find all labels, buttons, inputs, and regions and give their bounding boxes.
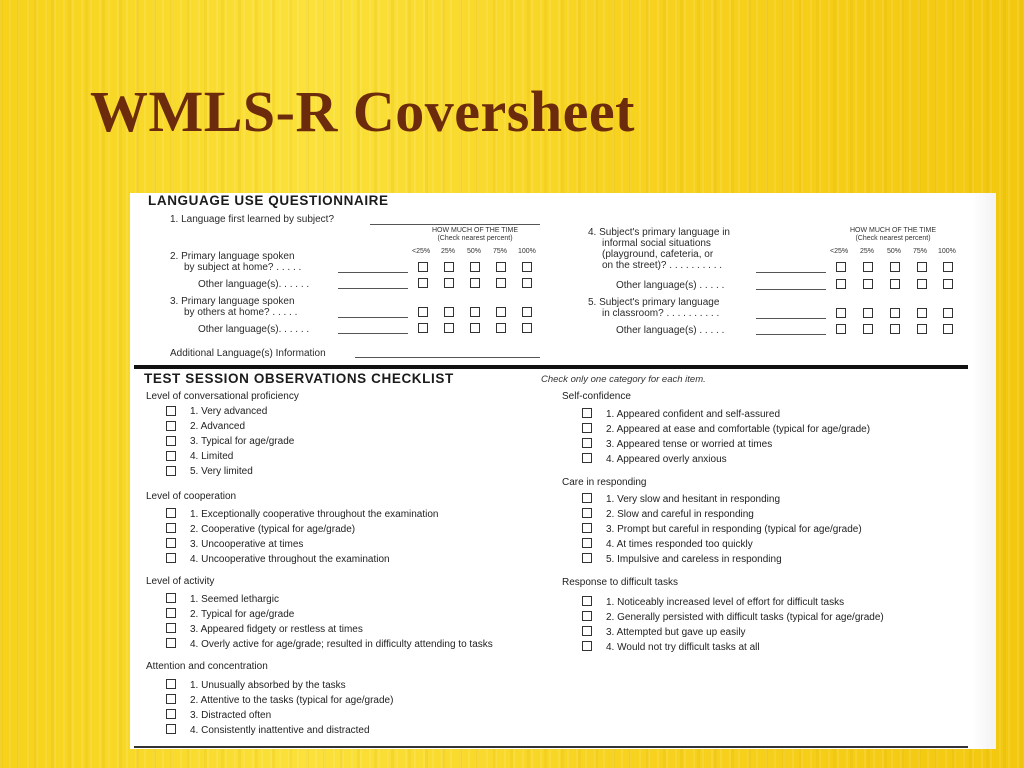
q4-check-75[interactable]	[917, 262, 927, 272]
confidence-check-2[interactable]	[582, 423, 592, 433]
q5-other-check-75[interactable]	[917, 324, 927, 334]
proficiency-check-3[interactable]	[166, 436, 176, 446]
activity-option-3: 3. Appeared fidgety or restless at times	[190, 624, 363, 635]
q4-other-check-25[interactable]	[863, 279, 873, 289]
activity-check-4[interactable]	[166, 638, 176, 648]
difficult-check-1[interactable]	[582, 596, 592, 606]
q3-check-100[interactable]	[522, 307, 532, 317]
q3-label: 3. Primary language spoken by others at home? . . . . .	[170, 296, 298, 318]
q5-label: 5. Subject's primary language in classroom? . . . . . . . . . .	[588, 297, 720, 319]
additional-language-label: Additional Language(s) Information	[170, 348, 326, 359]
attention-option-1: 1. Unusually absorbed by the tasks	[190, 680, 346, 691]
q2-check-75[interactable]	[496, 262, 506, 272]
slide-title: WMLS-R Coversheet	[90, 79, 635, 144]
proficiency-option-3: 3. Typical for age/grade	[190, 436, 295, 447]
q1-label: 1. Language first learned by subject?	[170, 214, 334, 225]
difficult-check-2[interactable]	[582, 611, 592, 621]
q3-other-check-lt25[interactable]	[418, 323, 428, 333]
cat-attention: Attention and concentration	[146, 661, 268, 672]
pct-left-5: 100%	[518, 248, 536, 255]
q5-other-check-50[interactable]	[890, 324, 900, 334]
activity-check-2[interactable]	[166, 608, 176, 618]
q3-other-check-50[interactable]	[470, 323, 480, 333]
q4-other-check-50[interactable]	[890, 279, 900, 289]
q2-other-check-25[interactable]	[444, 278, 454, 288]
pct-right-4: 75%	[913, 248, 928, 255]
pct-left-1: <25%	[412, 248, 431, 255]
q2-check-25[interactable]	[444, 262, 454, 272]
proficiency-option-5: 5. Very limited	[190, 466, 253, 477]
confidence-check-4[interactable]	[582, 453, 592, 463]
q2-other-check-75[interactable]	[496, 278, 506, 288]
q3-other-label: Other language(s). . . . . .	[198, 324, 310, 335]
q3-other-check-100[interactable]	[522, 323, 532, 333]
difficult-check-3[interactable]	[582, 626, 592, 636]
care-option-5: 5. Impulsive and careless in responding	[606, 554, 782, 565]
q4-other-check-100[interactable]	[943, 279, 953, 289]
pct-left-2: 25%	[441, 248, 456, 255]
pct-left-3: 50%	[467, 248, 482, 255]
attention-check-4[interactable]	[166, 724, 176, 734]
attention-check-1[interactable]	[166, 679, 176, 689]
q4-check-lt25[interactable]	[836, 262, 846, 272]
proficiency-option-1: 1. Very advanced	[190, 406, 268, 417]
cat-cooperation: Level of cooperation	[146, 491, 237, 502]
q4-other-check-lt25[interactable]	[836, 279, 846, 289]
attention-option-4: 4. Consistently inattentive and distracted	[190, 725, 370, 736]
cat-self-confidence: Self-confidence	[562, 391, 631, 402]
attention-check-2[interactable]	[166, 694, 176, 704]
difficult-option-4: 4. Would not try difficult tasks at all	[606, 642, 760, 653]
q2-label: 2. Primary language spoken by subject at home? . . . . .	[170, 251, 302, 273]
q2-other-check-100[interactable]	[522, 278, 532, 288]
proficiency-check-1[interactable]	[166, 406, 176, 416]
pct-right-5: 100%	[938, 248, 956, 255]
q4-other-label: Other language(s) . . . . .	[616, 280, 725, 291]
proficiency-check-2[interactable]	[166, 421, 176, 431]
confidence-option-2: 2. Appeared at ease and comfortable (typical for age/grade)	[606, 424, 871, 435]
confidence-option-3: 3. Appeared tense or worried at times	[606, 439, 773, 450]
activity-check-1[interactable]	[166, 593, 176, 603]
difficult-option-2: 2. Generally persisted with difficult tasks (typical for age/grade)	[606, 612, 884, 623]
q2-check-lt25[interactable]	[418, 262, 428, 272]
observations-header: TEST SESSION OBSERVATIONS CHECKLIST	[144, 371, 454, 386]
howmuch-header-right: HOW MUCH OF THE TIME (Check nearest percent)	[849, 227, 937, 242]
care-option-1: 1. Very slow and hesitant in responding	[606, 494, 780, 505]
difficult-option-1: 1. Noticeably increased level of effort for difficult tasks	[606, 597, 845, 608]
q5-check-100[interactable]	[943, 308, 953, 318]
activity-option-2: 2. Typical for age/grade	[190, 609, 295, 620]
section-divider	[134, 365, 968, 369]
difficult-option-3: 3. Attempted but gave up easily	[606, 627, 746, 638]
coversheet-document	[130, 193, 996, 749]
proficiency-check-4[interactable]	[166, 451, 176, 461]
cooperation-option-3: 3. Uncooperative at times	[190, 539, 304, 550]
language-questionnaire-header: LANGUAGE USE QUESTIONNAIRE	[148, 193, 389, 208]
q2-other-line[interactable]	[338, 288, 408, 289]
q2-other-label: Other language(s). . . . . .	[198, 279, 310, 290]
q3-other-line[interactable]	[338, 333, 408, 334]
care-option-3: 3. Prompt but careful in responding (typical for age/grade)	[606, 524, 862, 535]
activity-option-1: 1. Seemed lethargic	[190, 594, 279, 605]
q5-other-line[interactable]	[756, 334, 826, 335]
q3-check-25[interactable]	[444, 307, 454, 317]
care-check-4[interactable]	[582, 538, 592, 548]
q1-answer-line[interactable]	[370, 224, 540, 225]
confidence-check-1[interactable]	[582, 408, 592, 418]
q5-other-check-lt25[interactable]	[836, 324, 846, 334]
proficiency-option-2: 2. Advanced	[190, 421, 246, 432]
q5-answer-line[interactable]	[756, 318, 826, 319]
pct-right-1: <25%	[830, 248, 849, 255]
q2-other-check-50[interactable]	[470, 278, 480, 288]
q4-label: 4. Subject's primary language in informal social situations (playground, cafeteria, or on the street)? . . . . . . . . . .	[588, 227, 730, 271]
care-check-5[interactable]	[582, 553, 592, 563]
observations-note: Check only one category for each item.	[541, 374, 706, 385]
q3-other-check-25[interactable]	[444, 323, 454, 333]
cooperation-check-4[interactable]	[166, 553, 176, 563]
q3-check-lt25[interactable]	[418, 307, 428, 317]
difficult-check-4[interactable]	[582, 641, 592, 651]
care-check-3[interactable]	[582, 523, 592, 533]
q4-check-25[interactable]	[863, 262, 873, 272]
cat-conversational-proficiency: Level of conversational proficiency	[146, 391, 299, 402]
q4-other-check-75[interactable]	[917, 279, 927, 289]
cooperation-check-3[interactable]	[166, 538, 176, 548]
q2-check-50[interactable]	[470, 262, 480, 272]
cooperation-option-1: 1. Exceptionally cooperative throughout the examination	[190, 509, 439, 520]
attention-check-3[interactable]	[166, 709, 176, 719]
cooperation-check-1[interactable]	[166, 508, 176, 518]
cooperation-check-2[interactable]	[166, 523, 176, 533]
activity-check-3[interactable]	[166, 623, 176, 633]
page-edge	[972, 193, 996, 749]
care-option-4: 4. At times responded too quickly	[606, 539, 753, 550]
q5-check-25[interactable]	[863, 308, 873, 318]
q3-other-check-75[interactable]	[496, 323, 506, 333]
q4-check-50[interactable]	[890, 262, 900, 272]
cooperation-option-2: 2. Cooperative (typical for age/grade)	[190, 524, 356, 535]
q2-answer-line[interactable]	[338, 272, 408, 273]
howmuch-header-left: HOW MUCH OF THE TIME (Check nearest percent)	[431, 227, 519, 242]
care-option-2: 2. Slow and careful in responding	[606, 509, 754, 520]
q3-answer-line[interactable]	[338, 317, 408, 318]
care-check-2[interactable]	[582, 508, 592, 518]
proficiency-check-5[interactable]	[166, 466, 176, 476]
q4-answer-line[interactable]	[756, 272, 826, 273]
q5-other-label: Other language(s) . . . . .	[616, 325, 725, 336]
q3-check-50[interactable]	[470, 307, 480, 317]
q2-other-check-lt25[interactable]	[418, 278, 428, 288]
additional-language-line[interactable]	[355, 357, 540, 358]
pct-left-4: 75%	[493, 248, 508, 255]
cat-activity: Level of activity	[146, 576, 215, 587]
q5-check-50[interactable]	[890, 308, 900, 318]
care-check-1[interactable]	[582, 493, 592, 503]
q2-check-100[interactable]	[522, 262, 532, 272]
confidence-check-3[interactable]	[582, 438, 592, 448]
attention-option-2: 2. Attentive to the tasks (typical for age/grade)	[190, 695, 394, 706]
pct-right-3: 50%	[887, 248, 902, 255]
bottom-divider	[134, 746, 968, 748]
confidence-option-1: 1. Appeared confident and self-assured	[606, 409, 781, 420]
q3-check-75[interactable]	[496, 307, 506, 317]
cooperation-option-4: 4. Uncooperative throughout the examination	[190, 554, 390, 565]
attention-option-3: 3. Distracted often	[190, 710, 272, 721]
q5-check-75[interactable]	[917, 308, 927, 318]
activity-option-4: 4. Overly active for age/grade; resulted in difficulty attending to tasks	[190, 639, 493, 650]
cat-difficult-tasks: Response to difficult tasks	[562, 577, 678, 588]
q4-other-line[interactable]	[756, 289, 826, 290]
q5-check-lt25[interactable]	[836, 308, 846, 318]
q5-other-check-100[interactable]	[943, 324, 953, 334]
q4-check-100[interactable]	[943, 262, 953, 272]
q5-other-check-25[interactable]	[863, 324, 873, 334]
proficiency-option-4: 4. Limited	[190, 451, 234, 462]
confidence-option-4: 4. Appeared overly anxious	[606, 454, 727, 465]
cat-care-in-responding: Care in responding	[562, 477, 647, 488]
pct-right-2: 25%	[860, 248, 875, 255]
